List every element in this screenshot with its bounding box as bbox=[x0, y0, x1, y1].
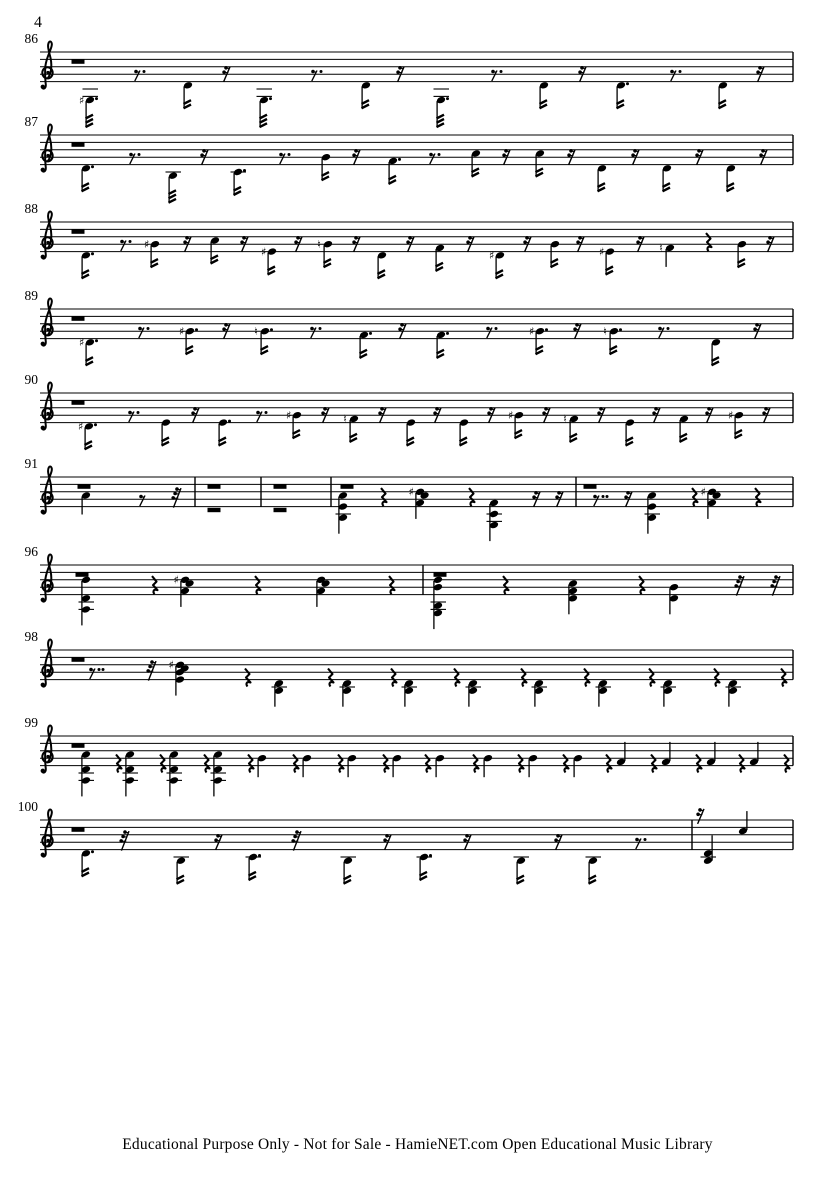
whole-measure-rest bbox=[72, 743, 85, 747]
sharp-icon: ♯ bbox=[173, 573, 179, 587]
measure-number: 87 bbox=[24, 114, 38, 129]
augmentation-dot bbox=[495, 327, 498, 330]
augmentation-dot bbox=[129, 240, 132, 243]
whole-measure-rest bbox=[341, 484, 354, 488]
quarter-rest bbox=[425, 755, 431, 773]
augmentation-dot bbox=[91, 252, 94, 255]
augmentation-dot bbox=[545, 328, 548, 331]
quarter-rest bbox=[692, 488, 698, 506]
augmentation-dot bbox=[91, 850, 94, 853]
augmentation-dot bbox=[288, 153, 291, 156]
sharp-icon: ♯ bbox=[489, 249, 495, 263]
footer-text: Educational Purpose Only - Not for Sale - HamieNET.com Open Educational Music Library bbox=[122, 1136, 713, 1153]
natural-icon: ♮ bbox=[317, 238, 321, 251]
whole-measure-rest bbox=[78, 484, 91, 488]
treble-clef-icon bbox=[41, 769, 45, 773]
augmentation-dot bbox=[679, 70, 682, 73]
quarter-rest bbox=[328, 669, 334, 687]
natural-icon: ♮ bbox=[603, 325, 607, 338]
sharp-icon: ♯ bbox=[168, 658, 174, 672]
measure-number: 98 bbox=[24, 629, 38, 644]
augmentation-dot bbox=[269, 97, 272, 100]
treble-clef-icon bbox=[41, 168, 45, 172]
sharp-icon: ♯ bbox=[144, 238, 150, 251]
augmentation-dot bbox=[94, 423, 97, 426]
measure-number: 96 bbox=[24, 544, 38, 559]
whole-measure-rest bbox=[274, 484, 287, 488]
augmentation-dot bbox=[429, 854, 432, 857]
augmentation-dot bbox=[369, 332, 372, 335]
treble-clef-icon bbox=[41, 85, 45, 89]
staff-system-98 bbox=[40, 639, 793, 706]
quarter-rest bbox=[755, 488, 761, 506]
whole-measure-rest bbox=[584, 484, 597, 488]
quarter-rest bbox=[639, 576, 645, 594]
augmentation-dot bbox=[626, 82, 629, 85]
quarter-rest bbox=[714, 669, 720, 687]
staff-system-99 bbox=[40, 725, 793, 796]
whole-measure-rest bbox=[72, 229, 85, 233]
quarter-rest bbox=[293, 755, 299, 773]
quarter-rest bbox=[391, 669, 397, 687]
augmentation-dot bbox=[91, 165, 94, 168]
whole-measure-rest bbox=[72, 400, 85, 404]
quarter-rest bbox=[255, 576, 261, 594]
whole-measure-rest bbox=[208, 484, 221, 488]
quarter-rest bbox=[116, 755, 122, 773]
staff-system-100 bbox=[40, 808, 793, 884]
quarter-rest bbox=[245, 669, 251, 687]
sharp-icon: ♯ bbox=[78, 420, 84, 434]
sharp-icon: ♯ bbox=[700, 485, 706, 499]
augmentation-dot bbox=[438, 153, 441, 156]
sharp-icon: ♯ bbox=[529, 325, 535, 338]
augmentation-dot bbox=[95, 97, 98, 100]
augmentation-dot bbox=[270, 328, 273, 331]
quarter-rest bbox=[518, 755, 524, 773]
augmentation-dot bbox=[446, 332, 449, 335]
measure-number: 100 bbox=[17, 799, 38, 814]
quarter-rest bbox=[160, 755, 166, 773]
whole-measure-rest bbox=[72, 59, 85, 63]
sharp-icon: ♯ bbox=[508, 409, 514, 422]
quarter-rest bbox=[781, 669, 787, 687]
treble-clef-icon bbox=[41, 255, 45, 259]
measure-number: 88 bbox=[24, 201, 38, 216]
quarter-rest bbox=[469, 488, 475, 506]
sharp-icon: ♯ bbox=[286, 409, 292, 422]
quarter-rest bbox=[706, 233, 712, 251]
staff-system-88 bbox=[40, 211, 793, 278]
quarter-rest bbox=[338, 755, 344, 773]
sharp-icon: ♯ bbox=[728, 409, 734, 422]
sharp-icon: ♯ bbox=[408, 485, 414, 499]
augmentation-dot bbox=[138, 153, 141, 156]
whole-measure-rest bbox=[434, 572, 447, 576]
augmentation-dot bbox=[667, 327, 670, 330]
natural-icon: ♮ bbox=[254, 325, 258, 338]
whole-measure-rest bbox=[72, 827, 85, 831]
quarter-rest bbox=[248, 755, 254, 773]
augmentation-dot bbox=[644, 838, 647, 841]
quarter-rest bbox=[503, 576, 509, 594]
natural-icon: ♮ bbox=[659, 241, 663, 255]
treble-clef-icon bbox=[41, 510, 45, 514]
treble-clef-icon bbox=[41, 853, 45, 857]
whole-measure-rest bbox=[76, 572, 89, 576]
measure-number: 91 bbox=[24, 456, 38, 471]
augmentation-dot bbox=[137, 411, 140, 414]
quarter-rest bbox=[383, 755, 389, 773]
augmentation-dot bbox=[319, 327, 322, 330]
whole-measure-rest bbox=[72, 142, 85, 146]
treble-clef-icon bbox=[41, 426, 45, 430]
quarter-rest bbox=[649, 669, 655, 687]
quarter-rest bbox=[784, 755, 790, 773]
sharp-icon: ♯ bbox=[599, 245, 605, 259]
augmentation-dot bbox=[602, 495, 605, 498]
staff-system-86 bbox=[40, 41, 793, 127]
quarter-rest bbox=[696, 755, 702, 773]
quarter-rest bbox=[454, 669, 460, 687]
quarter-rest bbox=[584, 669, 590, 687]
staff-system-90 bbox=[40, 382, 793, 449]
augmentation-dot bbox=[500, 70, 503, 73]
treble-clef-icon bbox=[41, 342, 45, 346]
quarter-rest bbox=[473, 755, 479, 773]
whole-measure-rest bbox=[208, 508, 221, 512]
quarter-rest bbox=[739, 755, 745, 773]
augmentation-dot bbox=[606, 495, 609, 498]
measure-number: 90 bbox=[24, 372, 38, 387]
quarter-rest bbox=[381, 488, 387, 506]
treble-clef-icon bbox=[41, 598, 45, 602]
sharp-icon: ♯ bbox=[261, 245, 267, 259]
natural-icon: ♮ bbox=[343, 412, 347, 426]
quarter-rest bbox=[651, 755, 657, 773]
quarter-rest bbox=[563, 755, 569, 773]
measure-number: 99 bbox=[24, 715, 38, 730]
quarter-rest bbox=[606, 755, 612, 773]
quarter-rest bbox=[389, 576, 395, 594]
staff-system-91 bbox=[40, 466, 793, 541]
augmentation-dot bbox=[195, 328, 198, 331]
augmentation-dot bbox=[102, 668, 105, 671]
whole-measure-rest bbox=[274, 508, 287, 512]
augmentation-dot bbox=[258, 854, 261, 857]
sharp-icon: ♯ bbox=[79, 336, 85, 350]
staff-system-87 bbox=[40, 124, 793, 202]
augmentation-dot bbox=[446, 97, 449, 100]
augmentation-dot bbox=[243, 169, 246, 172]
staff-system-96 bbox=[40, 554, 793, 629]
augmentation-dot bbox=[265, 411, 268, 414]
measure-number: 89 bbox=[24, 288, 38, 303]
measure-number: 86 bbox=[24, 31, 38, 46]
quarter-rest bbox=[204, 755, 210, 773]
sharp-icon: ♯ bbox=[179, 325, 185, 338]
augmentation-dot bbox=[95, 339, 98, 342]
augmentation-dot bbox=[320, 70, 323, 73]
sharp-icon: ♯ bbox=[79, 93, 85, 107]
augmentation-dot bbox=[619, 328, 622, 331]
quarter-rest bbox=[152, 576, 158, 594]
whole-measure-rest bbox=[72, 316, 85, 320]
quarter-rest bbox=[521, 669, 527, 687]
augmentation-dot bbox=[143, 70, 146, 73]
augmentation-dot bbox=[228, 420, 231, 423]
augmentation-dot bbox=[147, 327, 150, 330]
whole-measure-rest bbox=[72, 657, 85, 661]
augmentation-dot bbox=[98, 668, 101, 671]
natural-icon: ♮ bbox=[563, 412, 567, 426]
augmentation-dot bbox=[398, 158, 401, 161]
treble-clef-icon bbox=[41, 683, 45, 687]
page-number: 4 bbox=[34, 14, 42, 31]
staff-system-89 bbox=[40, 298, 793, 365]
